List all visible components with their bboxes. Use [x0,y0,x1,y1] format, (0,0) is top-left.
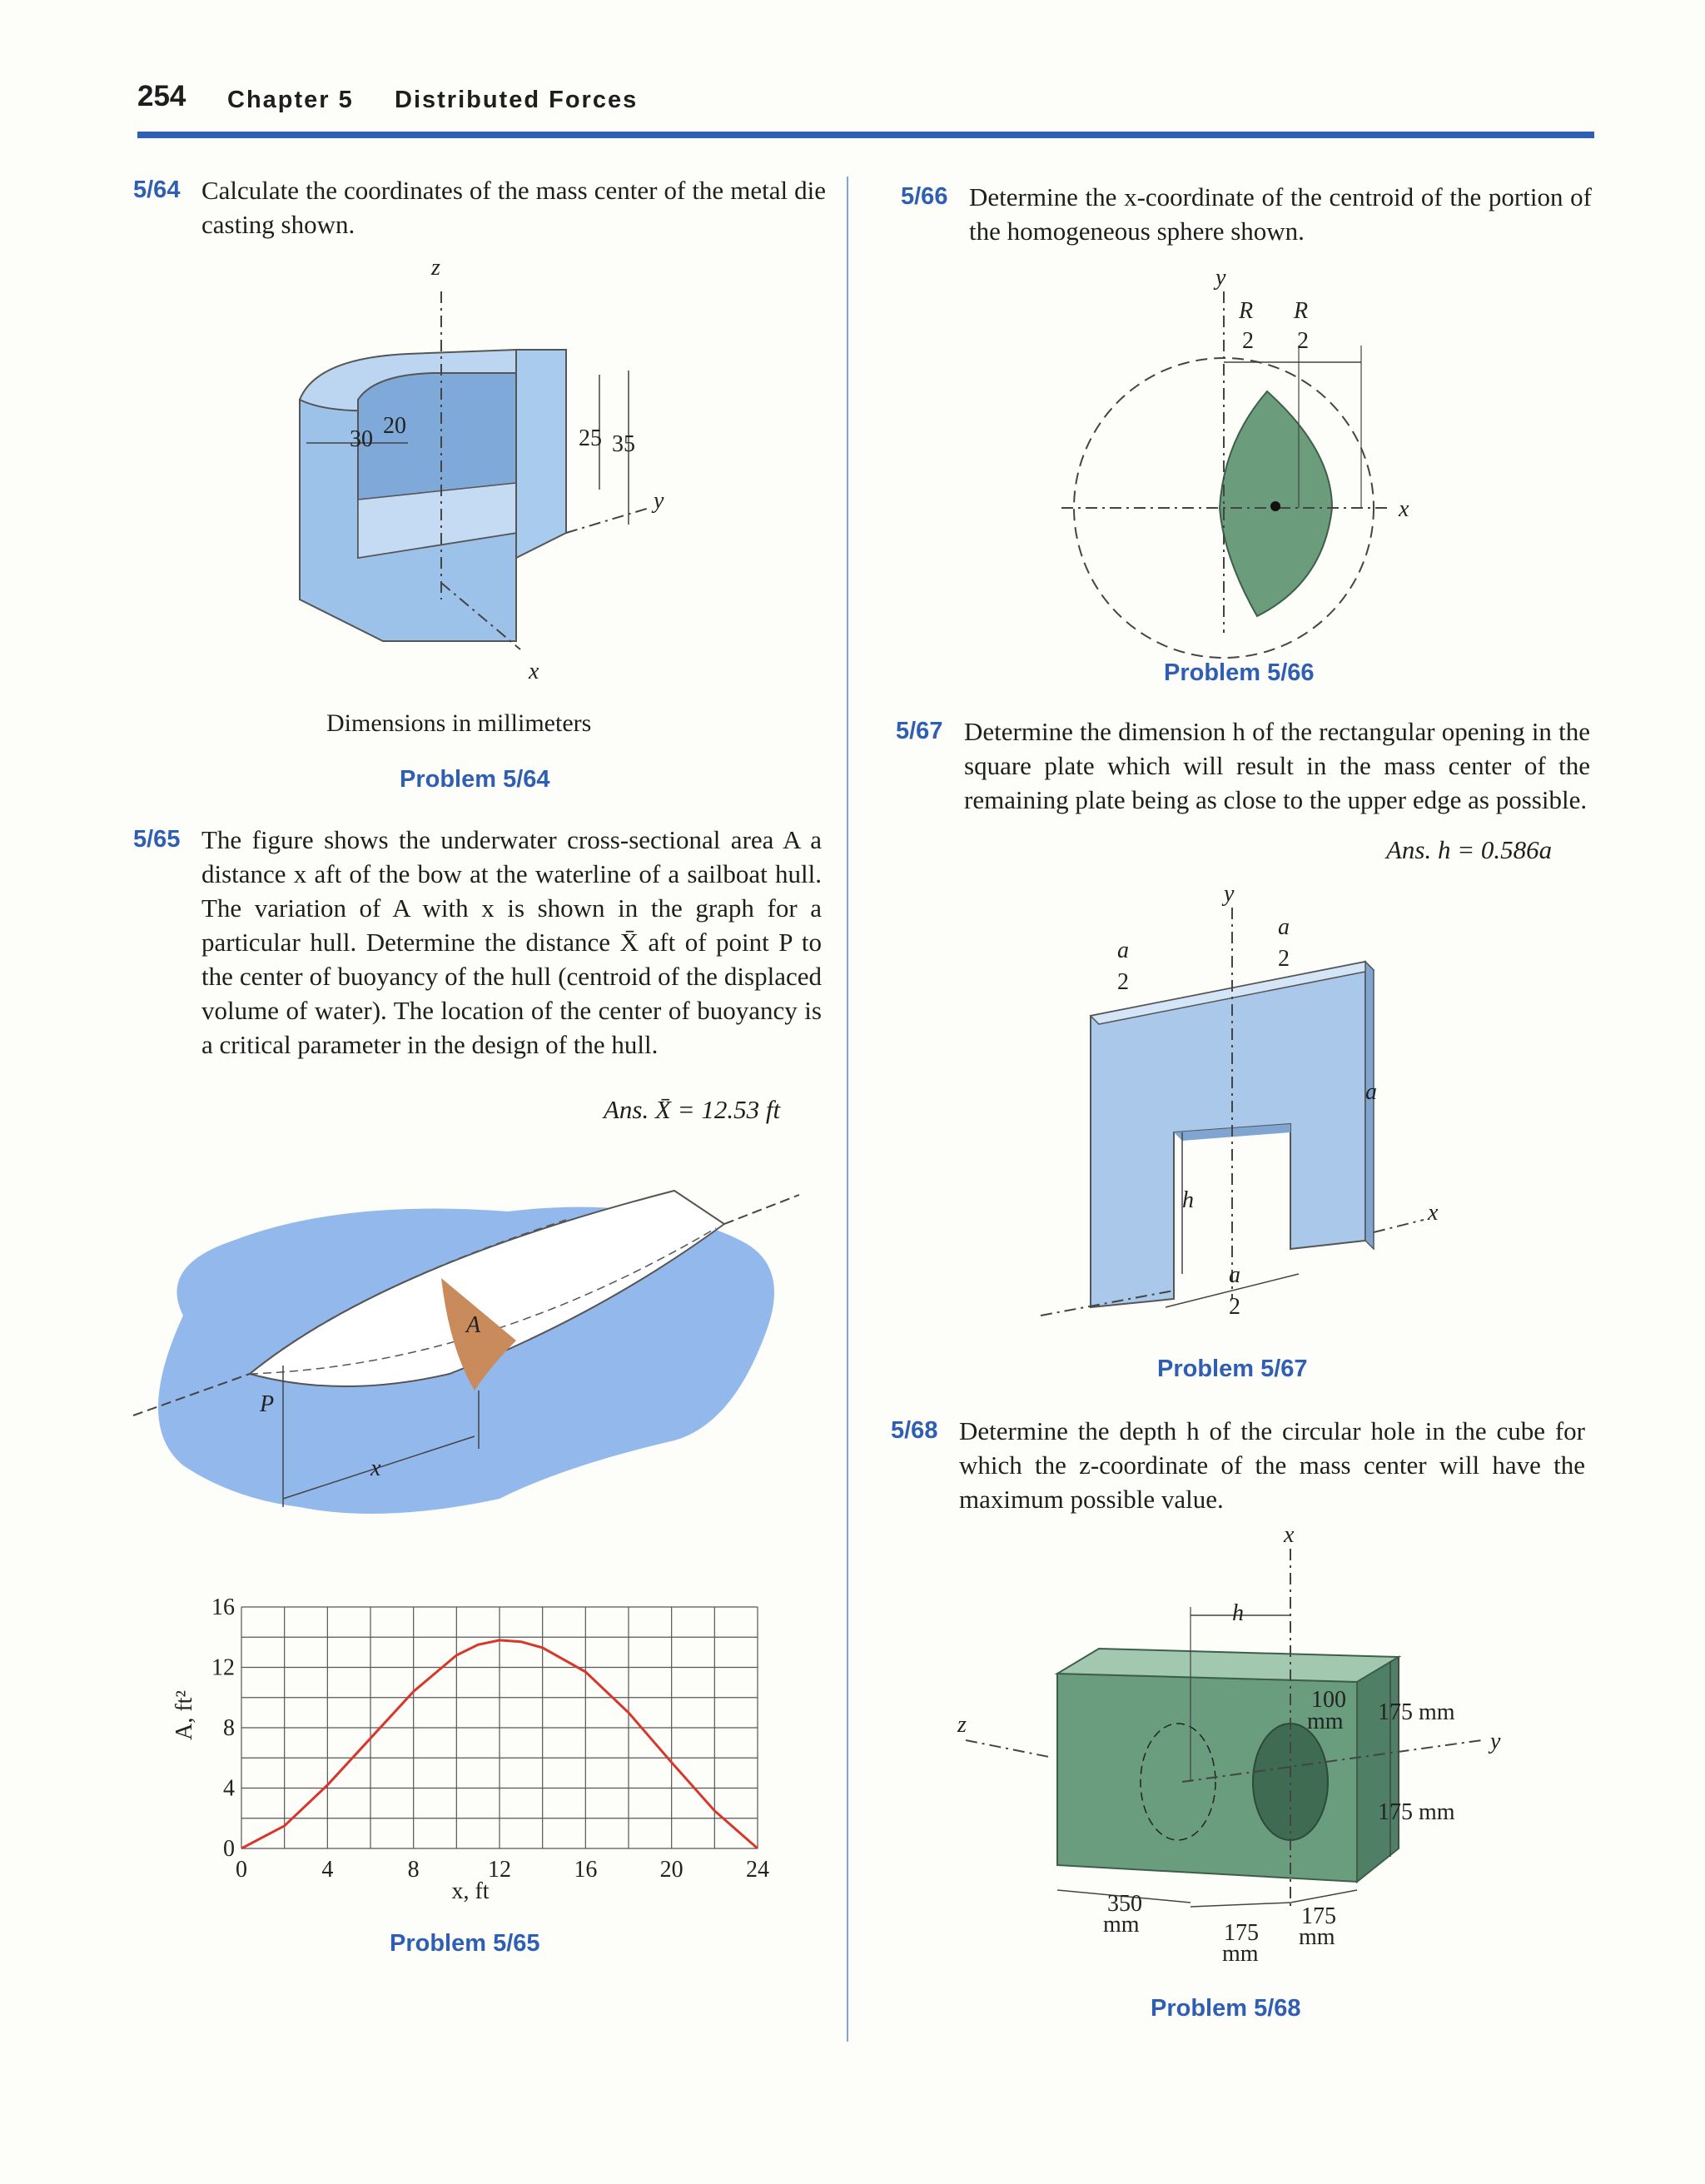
dim-175-mid-unit: mm [1222,1941,1259,1967]
dim-175-right-unit: mm [1299,1924,1335,1950]
problem-text: Determine the dimension h of the rectangular opening in the square plate which will result in the mass center of the remaining plate being as close to the upper edge as possible. [964,717,1590,814]
header-rule [137,132,1594,138]
dim-20: 20 [383,413,406,439]
x-tick-label: 20 [659,1857,683,1883]
caption-5-64: Problem 5/64 [400,766,550,793]
chapter-label: Chapter 5 [227,87,354,113]
dim-100-unit: mm [1307,1709,1344,1734]
dim-R-right: R [1294,298,1309,324]
y-tick-label: 16 [211,1594,235,1620]
y-tick-label: 12 [211,1654,235,1681]
label-A: A [466,1312,481,1338]
dim-2-left: 2 [1242,328,1254,354]
answer-5-65: Ans. X̄ = 12.53 ft [604,1095,781,1124]
x-axis-label: x [529,659,539,684]
problem-number: 5/64 [133,177,181,203]
dim-2-top: 2 [1278,946,1290,972]
problem-text: The figure shows the underwater cross-sectional area A a distance x aft of the bow at the waterline of a sailboat hull. The variation of A with x is shown in the graph for a particular hull. Determine the distance X̄ aft of point P to the center of buoyancy of the hull (centroid of the displaced volume of water). The location of the center of buoyancy is a critical parameter in the design of the hull. [201,825,822,1059]
y-tick-label: 0 [223,1836,235,1862]
problem-text: Determine the x-coordinate of the centroid of the portion of the homogeneous sphere shown. [969,182,1592,246]
chart-ticks [211,1594,769,1883]
x-tick-label: 12 [488,1857,511,1883]
label-P: P [260,1391,275,1417]
square-plate-figure [1024,883,1457,1332]
problem-number: 5/67 [896,718,943,744]
problem-text: Determine the depth h of the circular hole in the cube for which the z-coordinate of the mass center will have the maximum possible value. [959,1416,1585,1514]
sailboat-hull-figure [133,1149,816,1532]
dim-a-left: a [1117,938,1129,963]
caption-5-65: Problem 5/65 [390,1930,540,1957]
caption-5-66: Problem 5/66 [1164,659,1315,686]
chapter-title: Distributed Forces [395,87,639,113]
x-tick-label: 16 [574,1857,598,1883]
problem-number: 5/66 [901,183,948,210]
y-tick-label: 4 [223,1775,235,1802]
dim-2-bottom: 2 [1229,1294,1240,1320]
dim-2-right: 2 [1297,328,1309,354]
x-tick-label: 0 [236,1857,247,1883]
dim-a-side: a [1365,1079,1377,1105]
dim-35: 35 [612,431,635,457]
dim-a-top: a [1278,914,1290,940]
page-number: 254 [137,80,186,112]
dim-2-left: 2 [1117,969,1129,995]
dim-175-mid: 175 [1224,1920,1259,1946]
y-tick-label: 8 [223,1715,235,1741]
x-axis-label: x [1399,496,1409,522]
column-divider [847,177,848,2042]
x-tick-label: 8 [407,1857,420,1883]
dim-h: h [1232,1600,1244,1626]
area-vs-x-chart [158,1582,791,1915]
problem-number: 5/65 [133,826,181,853]
dim-a-bottom: a [1229,1262,1240,1288]
y-axis-label: y [654,488,664,514]
dim-30: 30 [350,426,373,452]
caption-5-68: Problem 5/68 [1151,1995,1301,2022]
z-axis-label: z [957,1712,967,1738]
y-axis-label: y [1224,881,1235,907]
x-axis-label: x [1284,1522,1295,1548]
dim-350: 350 [1107,1891,1142,1917]
dim-175-top: 175 mm [1378,1699,1455,1725]
dim-h: h [1182,1187,1194,1213]
z-axis-label: z [431,255,440,281]
x-tick-label: 24 [746,1857,769,1883]
answer-5-67: Ans. h = 0.586a [1386,835,1553,864]
dim-R-left: R [1239,298,1254,324]
chart-y-axis-label: A, ft² [171,1690,197,1740]
x-tick-label: 4 [321,1857,334,1883]
dimensions-note: Dimensions in millimeters [326,709,592,737]
y-axis-label: y [1215,265,1226,291]
x-axis-label: x [1428,1200,1439,1226]
dim-350-unit: mm [1103,1912,1140,1938]
dim-175-right: 175 [1301,1903,1336,1929]
sphere-portion-figure [1057,266,1432,641]
dim-175-bottom: 175 mm [1378,1799,1455,1825]
problem-number: 5/68 [891,1417,938,1444]
chart-grid [241,1607,758,1848]
problem-text: Calculate the coordinates of the mass center of the metal die casting shown. [201,176,826,239]
caption-5-67: Problem 5/67 [1157,1356,1308,1382]
chart-x-axis-label: x, ft [451,1878,490,1904]
cube-with-hole-figure [957,1522,1507,1973]
dim-25: 25 [579,425,602,451]
die-casting-figure [283,250,683,683]
label-x: x [370,1455,381,1481]
dim-100: 100 [1311,1687,1346,1713]
y-axis-label: y [1490,1729,1501,1754]
